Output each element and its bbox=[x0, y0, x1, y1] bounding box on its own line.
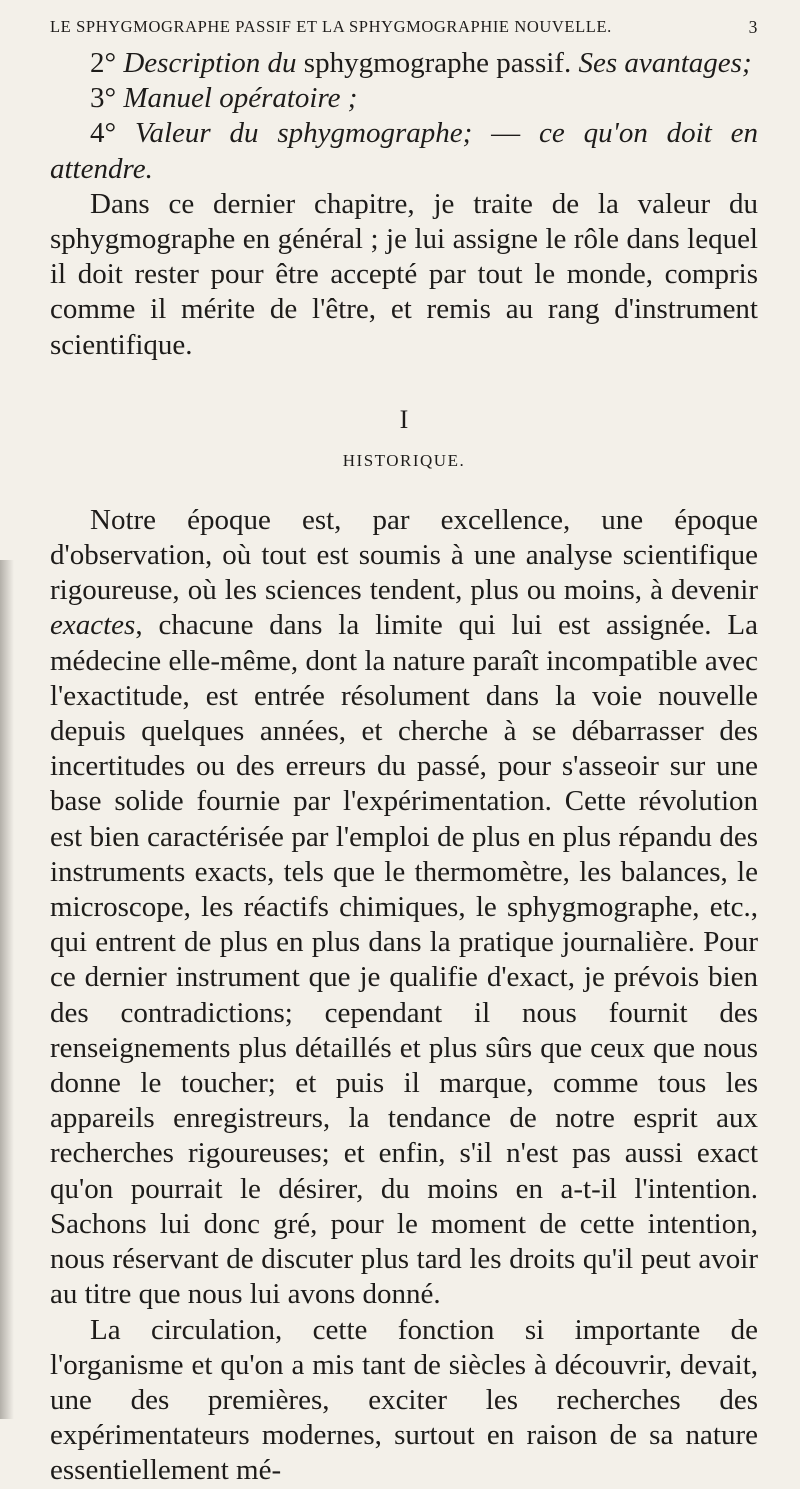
list-rest: — bbox=[472, 117, 540, 150]
section-title: HISTORIQUE. bbox=[342, 450, 466, 470]
paragraph-historique bbox=[50, 503, 758, 1313]
paragraph-circulation: La circulation, cette fonction si importante de l'organisme et qu'on a mis tant de siècles à découvrir, devait, une des premières, exciter les recherches des expérimentateurs modernes, surtout en raison de sa nature essentiellement mé- bbox=[50, 1313, 758, 1487]
paragraph-italic-exactes: exactes bbox=[50, 609, 136, 642]
section-number: I bbox=[399, 404, 409, 434]
list-italic-2: Ses avantages; bbox=[578, 47, 752, 79]
running-head-title: LE SPHYGMOGRAPHE PASSIF ET LA SPHYGMOGRAPHIE NOUVELLE. bbox=[50, 17, 612, 36]
list-number: 2° bbox=[90, 47, 117, 79]
list-italic: Description du bbox=[123, 47, 297, 79]
page-number: 3 bbox=[748, 17, 758, 37]
list-italic: Manuel opératoire ; bbox=[123, 82, 358, 115]
gutter-shadow bbox=[0, 560, 14, 1419]
intro-paragraph: Dans ce dernier chapitre, je traite de la valeur du sphygmographe en général ; je lui assigne le rôle dans lequel il doit rester pour être accepté par tout le monde, compris comme il mérite de l'être, et remis au rang d'instrument scientifique. bbox=[50, 187, 758, 361]
list-number: 3° bbox=[90, 82, 117, 115]
list-item-2 bbox=[50, 46, 758, 81]
list-italic: Valeur du sphygmographe; bbox=[134, 117, 473, 150]
paragraph-text-2: , chacune dans la limite qui lui est assignée. La médecine elle-même, dont la nature paraît incompatible avec l'exactitude, est entrée résolument dans la voie nouvelle depuis quelques années, et cherche à se débarrasser des incertitudes ou des erreurs du passé, pour s'asseoir sur une base solide fournie par l'expérimentation. Cette révolution est bien caractérisée par l'emploi de plus en plus répandu des instruments exacts, tels que le thermomètre, les balances, le microscope, les réactifs chimiques, le sphygmographe, etc., qui entrent de plus en plus dans la pratique journalière. Pour ce dernier instrument que je qualifie d'exact, je prévois bien des contradictions; cependant il nous fournit des renseignements plus détaillés et plus sûrs que ceux que nous donne le toucher; et puis il marque, comme tous les appareils enregistreurs, la tendance de notre esprit aux recherches rigoureuses; et enfin, s'il n'est pas aussi exact qu'on pourrait le désirer, du moins en a-t-il l'intention. Sachons lui donc gré, pour le moment de cette intention, nous réservant de discuter plus tard les droits qu'il peut avoir au titre que nous lui avons donné. bbox=[50, 609, 758, 1311]
paragraph-text-1: Notre époque est, par excellence, une époque d'observation, où tout est soumis à une analyse scientifique rigoureuse, où les sciences tendent, plus ou moins, à devenir bbox=[50, 503, 758, 607]
list-item-4 bbox=[50, 116, 758, 186]
list-number: 4° bbox=[90, 117, 117, 150]
list-item-3 bbox=[50, 81, 758, 116]
list-italic-2: ce qu'on doit en attendre. bbox=[50, 117, 759, 185]
running-head bbox=[50, 14, 758, 40]
book-page bbox=[50, 14, 758, 1489]
list-rest: sphygmographe passif. bbox=[296, 47, 579, 79]
